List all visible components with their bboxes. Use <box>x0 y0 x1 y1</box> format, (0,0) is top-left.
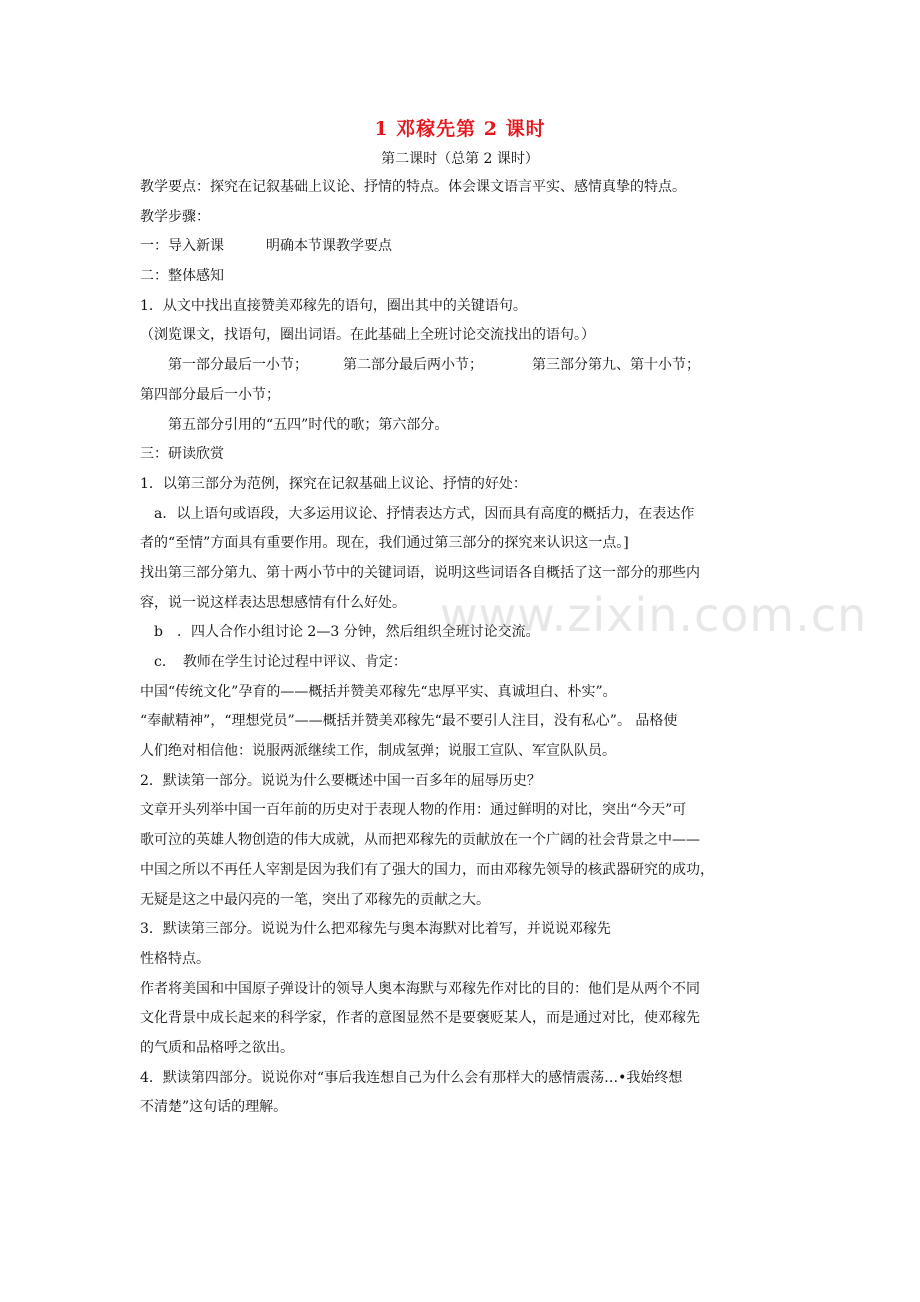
document-subtitle: 第二课时（总第 2 课时） <box>381 151 539 167</box>
text-line: 1．以第三部分为范例，探究在记叙基础上议论、抒情的好处： <box>140 475 527 492</box>
text-line: 文化背景中成长起来的科学家，作者的意图显然不是要褒贬某人，而是通过对比，使邓稼先 <box>140 1010 700 1027</box>
text-line: 第一部分最后一小节； 第二部分最后两小节； 第三部分第九、第十小节； <box>140 357 700 374</box>
text-line: 教学步骤： <box>140 208 210 225</box>
text-line: “奉献精神”，“理想党员”——概括并赞美邓稼先“最不要引人注目，没有私心”。 品格使 <box>140 713 678 730</box>
text-line: 中国之所以不再任人宰割是因为我们有了强大的国力，而由邓稼先领导的核武器研究的成功， <box>140 861 714 878</box>
text-line: 者的“至情”方面具有重要作用。现在，我们通过第三部分的探究来认识这一点。] <box>140 535 629 552</box>
text-line: 中国“传统文化”孕育的——概括并赞美邓稼先“忠厚平实、真诚坦白、朴实”。 <box>140 683 617 700</box>
text-line: 教学要点：探究在记叙基础上议论、抒情的特点。体会课文语言平实、感情真挚的特点。 <box>140 179 686 195</box>
text-line: 找出第三部分第九、第十两小节中的关键词语，说明这些词语各自概括了这一部分的那些内 <box>140 564 700 581</box>
text-line: 作者将美国和中国原子弹设计的领导人奥本海默与邓稼先作对比的目的：他们是从两个不同 <box>140 980 700 997</box>
watermark: www.zixin.com.cn <box>440 588 868 642</box>
text-line: 第四部分最后一小节； <box>140 386 280 403</box>
text-line: 人们绝对相信他：说服两派继续工作，制成氢弹；说服工宣队、军宣队队员。 <box>140 743 616 760</box>
text-line: a．以上语句或语段，大多运用议论、抒情表达方式，因而具有高度的概括力，在表达作 <box>140 505 695 522</box>
text-line: c． 教师在学生讨论过程中评议、肯定： <box>140 654 407 670</box>
text-line: 歌可泣的英雄人物创造的伟大成就，从而把邓稼先的贡献放在一个广阔的社会背景之中—— <box>140 832 700 849</box>
text-line: 文章开头列举中国一百年前的历史对于表现人物的作用：通过鲜明的对比，突出“今天”可 <box>140 802 687 819</box>
text-line: 一：导入新课 明确本节课教学要点 <box>140 238 392 255</box>
document-title: 1 邓稼先第 2 课时 <box>374 118 546 140</box>
document-body <box>140 173 868 1123</box>
text-line: 3．默读第三部分。说说为什么把邓稼先与奥本海默对比着写，并说说邓稼先 <box>140 921 611 938</box>
text-line: （浏览课文，找语句，圈出词语。在此基础上全班讨论交流找出的语句。） <box>140 327 595 344</box>
text-line: 性格特点。 <box>140 950 210 967</box>
text-line: 二：整体感知 <box>140 268 224 285</box>
text-line: 容，说一说这样表达思想感情有什么好处。 <box>140 594 406 611</box>
text-line: 不清楚”这句话的理解。 <box>140 1099 288 1116</box>
text-line: 的气质和品格呼之欲出。 <box>140 1039 294 1056</box>
text-line: 无疑是这之中最闪亮的一笔，突出了邓稼先的贡献之大。 <box>140 891 490 908</box>
text-line: 第五部分引用的“五四”时代的歌；第六部分。 <box>140 416 449 433</box>
text-line: 4．默读第四部分。说说你对“事后我连想自己为什么会有那样大的感情震荡…•我始终想 <box>140 1069 683 1086</box>
text-line: 2．默读第一部分。说说为什么要概述中国一百多年的屈辱历史？ <box>140 772 541 789</box>
text-line: 三：研读欣赏 <box>140 446 224 463</box>
text-line: 1．从文中找出直接赞美邓稼先的语句，圈出其中的关键语句。 <box>140 297 527 314</box>
text-line: b ．四人合作小组讨论 2—3 分钟，然后组织全班讨论交流。 <box>140 624 540 641</box>
